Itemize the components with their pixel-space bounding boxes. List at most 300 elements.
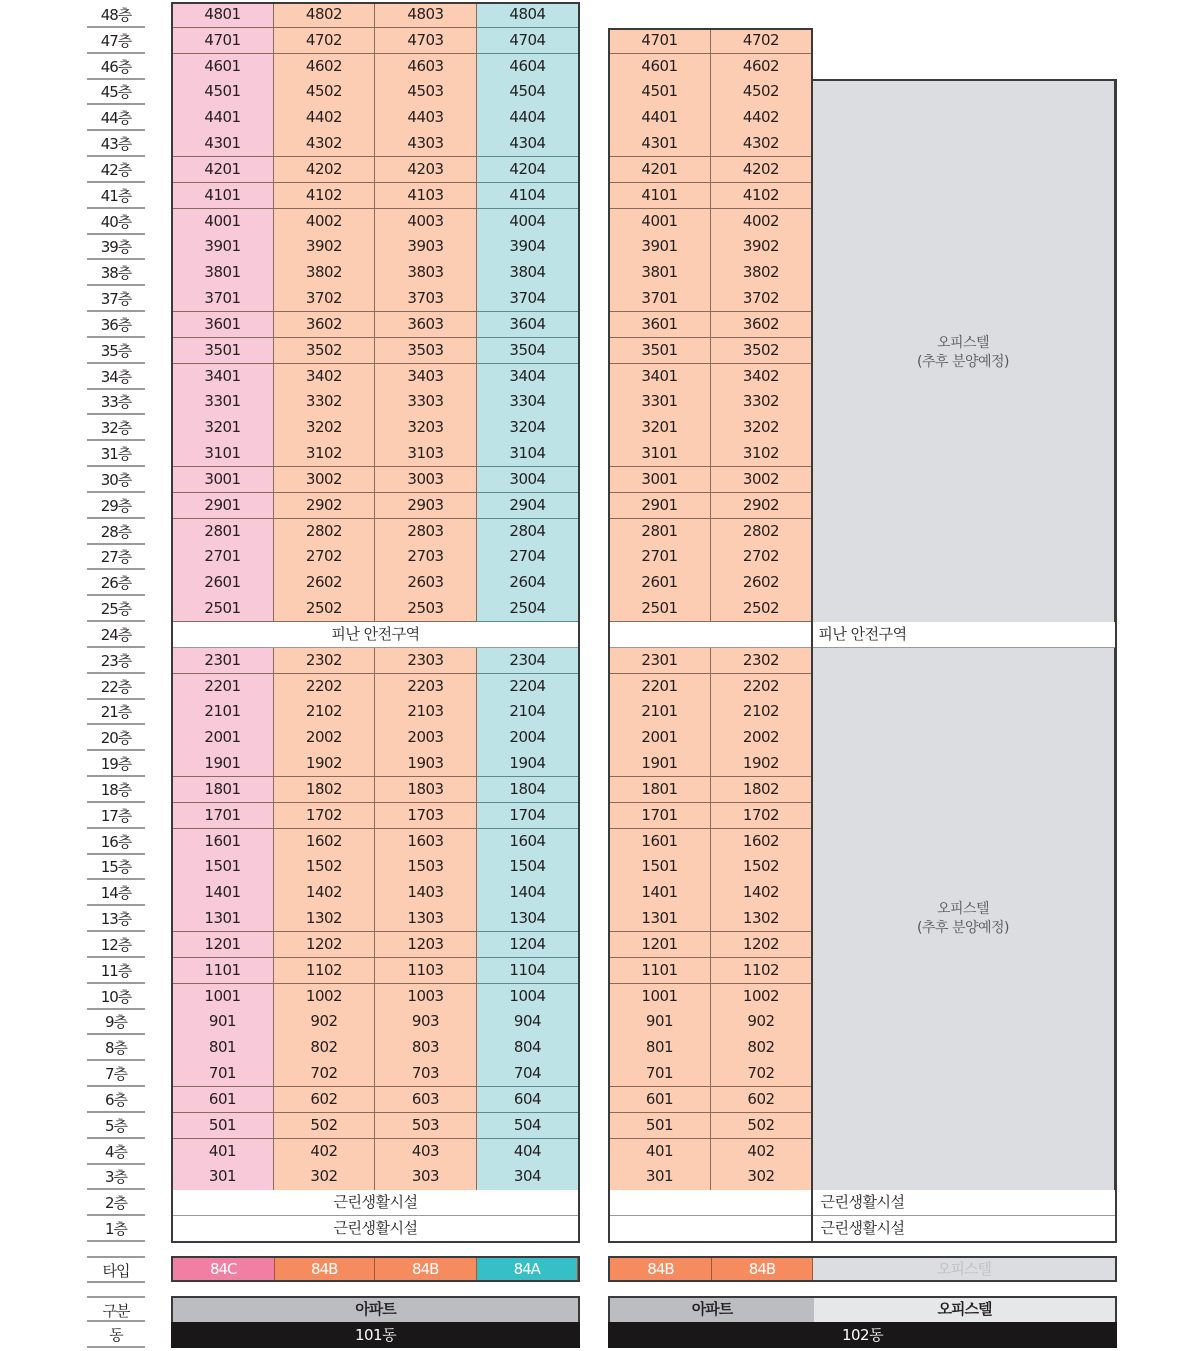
unit-cell[interactable]: 1901 (172, 751, 274, 777)
unit-cell[interactable]: 1403 (375, 880, 477, 906)
unit-cell[interactable]: 401 (172, 1139, 274, 1165)
unit-cell[interactable]: 4402 (274, 105, 375, 131)
unit-cell[interactable]: 3601 (172, 312, 274, 338)
unit-cell[interactable]: 2702 (711, 544, 812, 570)
unit-cell[interactable]: 2003 (375, 725, 477, 751)
unit-cell[interactable]: 402 (274, 1139, 375, 1165)
unit-cell[interactable]: 3002 (711, 467, 812, 493)
unit-type-cell: 84B (375, 1258, 477, 1280)
unit-cell[interactable]: 4603 (375, 54, 477, 80)
unit-cell[interactable]: 404 (477, 1139, 579, 1165)
unit-cell[interactable]: 1704 (477, 803, 579, 829)
unit-cell[interactable]: 1702 (711, 803, 812, 829)
unit-cell[interactable]: 2303 (375, 648, 477, 674)
unit-cell[interactable]: 3301 (609, 389, 711, 415)
unit-cell[interactable]: 1304 (477, 906, 579, 932)
floor-label: 14층 (87, 880, 145, 906)
floor-label: 2층 (87, 1190, 145, 1216)
floor-label: 12층 (87, 932, 145, 958)
unit-cell[interactable]: 3404 (477, 364, 579, 390)
unit-cell[interactable]: 4404 (477, 105, 579, 131)
unit-cell[interactable]: 2004 (477, 725, 579, 751)
unit-cell[interactable]: 4702 (711, 28, 812, 54)
floor-label: 19층 (87, 751, 145, 777)
unit-cell[interactable]: 4504 (477, 79, 579, 105)
unit-cell[interactable]: 1104 (477, 958, 579, 984)
unit-cell[interactable]: 3603 (375, 312, 477, 338)
unit-cell[interactable]: 2703 (375, 544, 477, 570)
unit-cell[interactable]: 3101 (609, 441, 711, 467)
floor-label: 39층 (87, 234, 145, 260)
unit-cell[interactable]: 2804 (477, 519, 579, 545)
unit-cell[interactable]: 803 (375, 1035, 477, 1061)
floor-label: 38층 (87, 260, 145, 286)
unit-cell[interactable]: 4703 (375, 28, 477, 54)
unit-cell[interactable]: 1102 (711, 958, 812, 984)
unit-cell[interactable]: 1402 (711, 880, 812, 906)
unit-cell[interactable]: 1902 (274, 751, 375, 777)
unit-cell[interactable]: 4202 (274, 157, 375, 183)
unit-cell[interactable]: 2102 (711, 699, 812, 725)
unit-cell[interactable]: 1702 (274, 803, 375, 829)
unit-cell[interactable]: 2204 (477, 674, 579, 700)
unit-cell[interactable]: 302 (711, 1164, 812, 1190)
unit-cell[interactable]: 1303 (375, 906, 477, 932)
category-cell: 아파트 (173, 1298, 578, 1322)
unit-cell[interactable]: 3701 (609, 286, 711, 312)
floor-label: 26층 (87, 570, 145, 596)
unit-cell[interactable]: 1404 (477, 880, 579, 906)
unit-cell[interactable]: 1202 (711, 932, 812, 958)
unit-cell[interactable]: 1502 (274, 854, 375, 880)
unit-cell[interactable]: 1602 (274, 829, 375, 855)
unit-cell[interactable]: 3004 (477, 467, 579, 493)
unit-cell[interactable]: 903 (375, 1009, 477, 1035)
unit-cell[interactable]: 902 (274, 1009, 375, 1035)
unit-cell[interactable]: 4803 (375, 2, 477, 28)
unit-cell[interactable]: 4502 (711, 79, 812, 105)
unit-cell[interactable]: 1904 (477, 751, 579, 777)
unit-cell[interactable]: 3901 (609, 234, 711, 260)
unit-cell[interactable]: 1701 (172, 803, 274, 829)
unit-cell[interactable]: 2101 (609, 699, 711, 725)
unit-cell[interactable]: 4802 (274, 2, 375, 28)
unit-cell[interactable]: 3801 (609, 260, 711, 286)
floor-label: 5층 (87, 1113, 145, 1139)
unit-cell[interactable]: 2101 (172, 699, 274, 725)
unit-cell[interactable]: 1803 (375, 777, 477, 803)
unit-cell[interactable]: 4401 (609, 105, 711, 131)
unit-cell[interactable]: 4601 (172, 54, 274, 80)
unit-cell[interactable]: 3402 (711, 364, 812, 390)
unit-cell[interactable]: 3501 (609, 338, 711, 364)
unit-cell[interactable]: 4201 (172, 157, 274, 183)
unit-cell[interactable]: 2601 (609, 570, 711, 596)
unit-cell[interactable]: 1501 (609, 854, 711, 880)
unit-cell[interactable]: 3301 (172, 389, 274, 415)
unit-cell[interactable]: 1801 (172, 777, 274, 803)
unit-cell[interactable]: 3401 (609, 364, 711, 390)
unit-cell[interactable]: 304 (477, 1164, 579, 1190)
unit-cell[interactable]: 501 (172, 1113, 274, 1139)
unit-cell[interactable]: 902 (711, 1009, 812, 1035)
unit-cell[interactable]: 1101 (609, 958, 711, 984)
unit-cell[interactable]: 1801 (609, 777, 711, 803)
unit-cell[interactable]: 3102 (711, 441, 812, 467)
unit-cell[interactable]: 2201 (172, 674, 274, 700)
unit-cell[interactable]: 503 (375, 1113, 477, 1139)
unit-cell[interactable]: 2803 (375, 519, 477, 545)
officetel-block (812, 79, 1116, 621)
unit-cell[interactable]: 1002 (711, 984, 812, 1010)
unit-cell[interactable]: 1103 (375, 958, 477, 984)
unit-cell[interactable]: 502 (274, 1113, 375, 1139)
unit-cell[interactable]: 3201 (609, 415, 711, 441)
unit-cell[interactable]: 1602 (711, 829, 812, 855)
unit-cell[interactable]: 4204 (477, 157, 579, 183)
unit-cell[interactable]: 3403 (375, 364, 477, 390)
unit-cell[interactable]: 4101 (172, 183, 274, 209)
unit-cell[interactable]: 702 (274, 1061, 375, 1087)
unit-cell[interactable]: 2901 (172, 493, 274, 519)
unit-cell[interactable]: 2001 (609, 725, 711, 751)
unit-cell[interactable]: 1201 (172, 932, 274, 958)
unit-cell[interactable]: 301 (609, 1164, 711, 1190)
unit-cell[interactable]: 1202 (274, 932, 375, 958)
unit-cell[interactable]: 1804 (477, 777, 579, 803)
unit-cell[interactable]: 3102 (274, 441, 375, 467)
unit-cell[interactable]: 4101 (609, 183, 711, 209)
unit-cell[interactable]: 2302 (711, 648, 812, 674)
unit-cell[interactable]: 2903 (375, 493, 477, 519)
unit-cell[interactable]: 3201 (172, 415, 274, 441)
unit-cell[interactable]: 3703 (375, 286, 477, 312)
unit-cell[interactable]: 3602 (274, 312, 375, 338)
unit-cell[interactable]: 4701 (172, 28, 274, 54)
unit-cell[interactable]: 4501 (609, 79, 711, 105)
unit-cell[interactable]: 3204 (477, 415, 579, 441)
unit-cell[interactable]: 3604 (477, 312, 579, 338)
unit-cell[interactable]: 1501 (172, 854, 274, 880)
unit-cell[interactable]: 604 (477, 1087, 579, 1113)
unit-cell[interactable]: 1402 (274, 880, 375, 906)
floor-label: 23층 (87, 648, 145, 674)
floor-label: 37층 (87, 286, 145, 312)
unit-cell[interactable]: 3202 (711, 415, 812, 441)
unit-cell[interactable]: 2702 (274, 544, 375, 570)
unit-cell[interactable]: 2802 (711, 519, 812, 545)
unit-cell[interactable]: 3104 (477, 441, 579, 467)
unit-cell[interactable]: 2901 (609, 493, 711, 519)
unit-cell[interactable]: 702 (711, 1061, 812, 1087)
unit-cell[interactable]: 501 (609, 1113, 711, 1139)
unit-cell[interactable]: 4403 (375, 105, 477, 131)
unit-cell[interactable]: 2603 (375, 570, 477, 596)
floor-label: 22층 (87, 674, 145, 700)
unit-cell[interactable]: 602 (711, 1087, 812, 1113)
unit-cell[interactable]: 4103 (375, 183, 477, 209)
unit-cell[interactable]: 603 (375, 1087, 477, 1113)
unit-cell[interactable]: 2601 (172, 570, 274, 596)
unit-cell[interactable]: 4602 (711, 54, 812, 80)
unit-cell[interactable]: 2602 (711, 570, 812, 596)
unit-cell[interactable]: 1201 (609, 932, 711, 958)
unit-cell[interactable]: 3001 (609, 467, 711, 493)
unit-cell[interactable]: 2902 (711, 493, 812, 519)
unit-cell[interactable]: 2802 (274, 519, 375, 545)
unit-cell[interactable]: 2904 (477, 493, 579, 519)
unit-cell[interactable]: 4501 (172, 79, 274, 105)
unit-cell[interactable]: 3602 (711, 312, 812, 338)
unit-cell[interactable]: 2602 (274, 570, 375, 596)
unit-cell[interactable]: 1504 (477, 854, 579, 880)
unit-cell[interactable]: 4701 (609, 28, 711, 54)
unit-cell[interactable]: 2201 (609, 674, 711, 700)
unit-cell[interactable]: 802 (711, 1035, 812, 1061)
unit-cell[interactable]: 3801 (172, 260, 274, 286)
unit-cell[interactable]: 2701 (172, 544, 274, 570)
unit-cell[interactable]: 4801 (172, 2, 274, 28)
unit-cell[interactable]: 2801 (172, 519, 274, 545)
unit-cell[interactable]: 2704 (477, 544, 579, 570)
unit-cell[interactable]: 3401 (172, 364, 274, 390)
unit-cell[interactable]: 4601 (609, 54, 711, 80)
unit-cell[interactable]: 2002 (274, 725, 375, 751)
unit-cell[interactable]: 4102 (711, 183, 812, 209)
unit-cell[interactable]: 3303 (375, 389, 477, 415)
unit-cell[interactable]: 1002 (274, 984, 375, 1010)
unit-cell[interactable]: 801 (172, 1035, 274, 1061)
unit-cell[interactable]: 3803 (375, 260, 477, 286)
unit-cell[interactable]: 3702 (711, 286, 812, 312)
unit-cell[interactable]: 301 (172, 1164, 274, 1190)
unit-cell[interactable]: 4002 (711, 209, 812, 235)
unit-cell[interactable]: 3802 (274, 260, 375, 286)
unit-cell[interactable]: 3601 (609, 312, 711, 338)
unit-cell[interactable]: 2501 (609, 596, 711, 622)
floor-label: 28층 (87, 519, 145, 545)
unit-cell[interactable]: 504 (477, 1113, 579, 1139)
unit-cell[interactable]: 3502 (274, 338, 375, 364)
unit-cell[interactable]: 3202 (274, 415, 375, 441)
floor-label: 6층 (87, 1087, 145, 1113)
floor-label: 20층 (87, 725, 145, 751)
unit-cell[interactable]: 502 (711, 1113, 812, 1139)
unit-cell[interactable]: 3203 (375, 415, 477, 441)
floor-label: 9층 (87, 1009, 145, 1035)
unit-cell[interactable]: 3503 (375, 338, 477, 364)
floor-label: 7층 (87, 1061, 145, 1087)
unit-cell[interactable]: 1703 (375, 803, 477, 829)
unit-cell[interactable]: 4702 (274, 28, 375, 54)
unit-cell[interactable]: 1302 (711, 906, 812, 932)
unit-cell[interactable]: 4301 (609, 131, 711, 157)
unit-cell[interactable]: 403 (375, 1139, 477, 1165)
unit-cell[interactable]: 2002 (711, 725, 812, 751)
floor-label: 41층 (87, 183, 145, 209)
unit-cell[interactable]: 2104 (477, 699, 579, 725)
unit-cell[interactable]: 2502 (274, 596, 375, 622)
unit-cell[interactable]: 4104 (477, 183, 579, 209)
unit-cell[interactable]: 4503 (375, 79, 477, 105)
unit-cell[interactable]: 2202 (274, 674, 375, 700)
unit-cell[interactable]: 704 (477, 1061, 579, 1087)
commercial-facility-row: 근린생활시설 (609, 1216, 1116, 1242)
unit-cell[interactable]: 3002 (274, 467, 375, 493)
unit-cell[interactable]: 1503 (375, 854, 477, 880)
unit-cell[interactable]: 1001 (609, 984, 711, 1010)
floor-label: 46층 (87, 54, 145, 80)
unit-cell[interactable]: 1601 (172, 829, 274, 855)
unit-cell[interactable]: 2103 (375, 699, 477, 725)
unit-cell[interactable]: 2301 (609, 648, 711, 674)
unit-cell[interactable]: 4102 (274, 183, 375, 209)
unit-cell[interactable]: 1701 (609, 803, 711, 829)
unit-cell[interactable]: 701 (609, 1061, 711, 1087)
unit-cell[interactable]: 2301 (172, 648, 274, 674)
unit-cell[interactable]: 3902 (711, 234, 812, 260)
unit-cell[interactable]: 2001 (172, 725, 274, 751)
unit-cell[interactable]: 703 (375, 1061, 477, 1087)
unit-cell[interactable]: 4202 (711, 157, 812, 183)
unit-cell[interactable]: 3502 (711, 338, 812, 364)
floor-label: 11층 (87, 958, 145, 984)
unit-cell[interactable]: 3001 (172, 467, 274, 493)
unit-cell[interactable]: 701 (172, 1061, 274, 1087)
unit-cell[interactable]: 1004 (477, 984, 579, 1010)
unit-cell[interactable]: 2504 (477, 596, 579, 622)
unit-cell[interactable]: 1301 (609, 906, 711, 932)
unit-cell[interactable]: 801 (609, 1035, 711, 1061)
unit-cell[interactable]: 3702 (274, 286, 375, 312)
unit-cell[interactable]: 3501 (172, 338, 274, 364)
unit-cell[interactable]: 2801 (609, 519, 711, 545)
unit-cell[interactable]: 4001 (172, 209, 274, 235)
unit-cell[interactable]: 3804 (477, 260, 579, 286)
unit-cell[interactable]: 804 (477, 1035, 579, 1061)
floor-label: 40층 (87, 209, 145, 235)
unit-cell[interactable]: 3302 (274, 389, 375, 415)
unit-cell[interactable]: 802 (274, 1035, 375, 1061)
unit-cell[interactable]: 3103 (375, 441, 477, 467)
unit-cell[interactable]: 1603 (375, 829, 477, 855)
floor-label: 29층 (87, 493, 145, 519)
unit-cell[interactable]: 3902 (274, 234, 375, 260)
unit-cell[interactable]: 4704 (477, 28, 579, 54)
unit-cell[interactable]: 4203 (375, 157, 477, 183)
unit-cell[interactable]: 1204 (477, 932, 579, 958)
unit-cell[interactable]: 2902 (274, 493, 375, 519)
unit-cell[interactable]: 3701 (172, 286, 274, 312)
unit-cell[interactable]: 2701 (609, 544, 711, 570)
unit-cell[interactable]: 3504 (477, 338, 579, 364)
unit-cell[interactable]: 302 (274, 1164, 375, 1190)
unit-cell[interactable]: 4402 (711, 105, 812, 131)
unit-cell[interactable]: 2102 (274, 699, 375, 725)
unit-cell[interactable]: 3302 (711, 389, 812, 415)
unit-cell[interactable]: 3003 (375, 467, 477, 493)
unit-type-cell: 84A (477, 1258, 579, 1280)
unit-cell[interactable]: 303 (375, 1164, 477, 1190)
unit-type-bar (171, 1256, 580, 1282)
unit-cell[interactable]: 1401 (609, 880, 711, 906)
unit-cell[interactable]: 2501 (172, 596, 274, 622)
category-cell: 오피스텔 (814, 1298, 1115, 1322)
unit-cell[interactable]: 3903 (375, 234, 477, 260)
unit-cell[interactable]: 4001 (609, 209, 711, 235)
unit-cell[interactable]: 4302 (274, 131, 375, 157)
unit-cell[interactable]: 402 (711, 1139, 812, 1165)
unit-cell[interactable]: 601 (609, 1087, 711, 1113)
officetel-block (812, 648, 1116, 1190)
unit-cell[interactable]: 4302 (711, 131, 812, 157)
unit-cell[interactable]: 601 (172, 1087, 274, 1113)
unit-cell[interactable]: 1902 (711, 751, 812, 777)
unit-cell[interactable]: 4002 (274, 209, 375, 235)
unit-cell[interactable]: 3402 (274, 364, 375, 390)
unit-cell[interactable]: 3802 (711, 260, 812, 286)
unit-cell[interactable]: 4003 (375, 209, 477, 235)
unit-cell[interactable]: 2604 (477, 570, 579, 596)
unit-cell[interactable]: 901 (609, 1009, 711, 1035)
unit-cell[interactable]: 1601 (609, 829, 711, 855)
unit-cell[interactable]: 1102 (274, 958, 375, 984)
unit-cell[interactable]: 3101 (172, 441, 274, 467)
unit-cell[interactable]: 4201 (609, 157, 711, 183)
unit-cell[interactable]: 1101 (172, 958, 274, 984)
unit-cell[interactable]: 1401 (172, 880, 274, 906)
unit-cell[interactable]: 2203 (375, 674, 477, 700)
unit-cell[interactable]: 3901 (172, 234, 274, 260)
unit-cell[interactable]: 4004 (477, 209, 579, 235)
unit-cell[interactable]: 3304 (477, 389, 579, 415)
unit-cell[interactable]: 1001 (172, 984, 274, 1010)
unit-cell[interactable]: 2302 (274, 648, 375, 674)
unit-cell[interactable]: 1604 (477, 829, 579, 855)
unit-cell[interactable]: 3904 (477, 234, 579, 260)
unit-cell[interactable]: 1901 (609, 751, 711, 777)
unit-cell[interactable]: 2202 (711, 674, 812, 700)
unit-cell[interactable]: 2304 (477, 648, 579, 674)
category-row-label: 구분 (87, 1296, 145, 1322)
unit-cell[interactable]: 1802 (711, 777, 812, 803)
unit-cell[interactable]: 401 (609, 1139, 711, 1165)
unit-cell[interactable]: 4304 (477, 131, 579, 157)
unit-cell[interactable]: 4604 (477, 54, 579, 80)
unit-cell[interactable]: 1301 (172, 906, 274, 932)
unit-cell[interactable]: 3704 (477, 286, 579, 312)
unit-cell[interactable]: 1502 (711, 854, 812, 880)
unit-cell[interactable]: 4301 (172, 131, 274, 157)
unit-cell[interactable]: 2503 (375, 596, 477, 622)
unit-cell[interactable]: 4401 (172, 105, 274, 131)
unit-cell[interactable]: 1302 (274, 906, 375, 932)
unit-cell[interactable]: 904 (477, 1009, 579, 1035)
unit-cell[interactable]: 901 (172, 1009, 274, 1035)
floor-label: 1층 (87, 1216, 145, 1242)
unit-cell[interactable]: 4602 (274, 54, 375, 80)
unit-cell[interactable]: 2502 (711, 596, 812, 622)
unit-cell[interactable]: 1203 (375, 932, 477, 958)
unit-cell[interactable]: 4502 (274, 79, 375, 105)
unit-cell[interactable]: 4303 (375, 131, 477, 157)
unit-cell[interactable]: 1003 (375, 984, 477, 1010)
unit-cell[interactable]: 1802 (274, 777, 375, 803)
unit-cell[interactable]: 4804 (477, 2, 579, 28)
unit-cell[interactable]: 602 (274, 1087, 375, 1113)
unit-cell[interactable]: 1903 (375, 751, 477, 777)
commercial-facility-row: 근린생활시설 (172, 1216, 579, 1242)
